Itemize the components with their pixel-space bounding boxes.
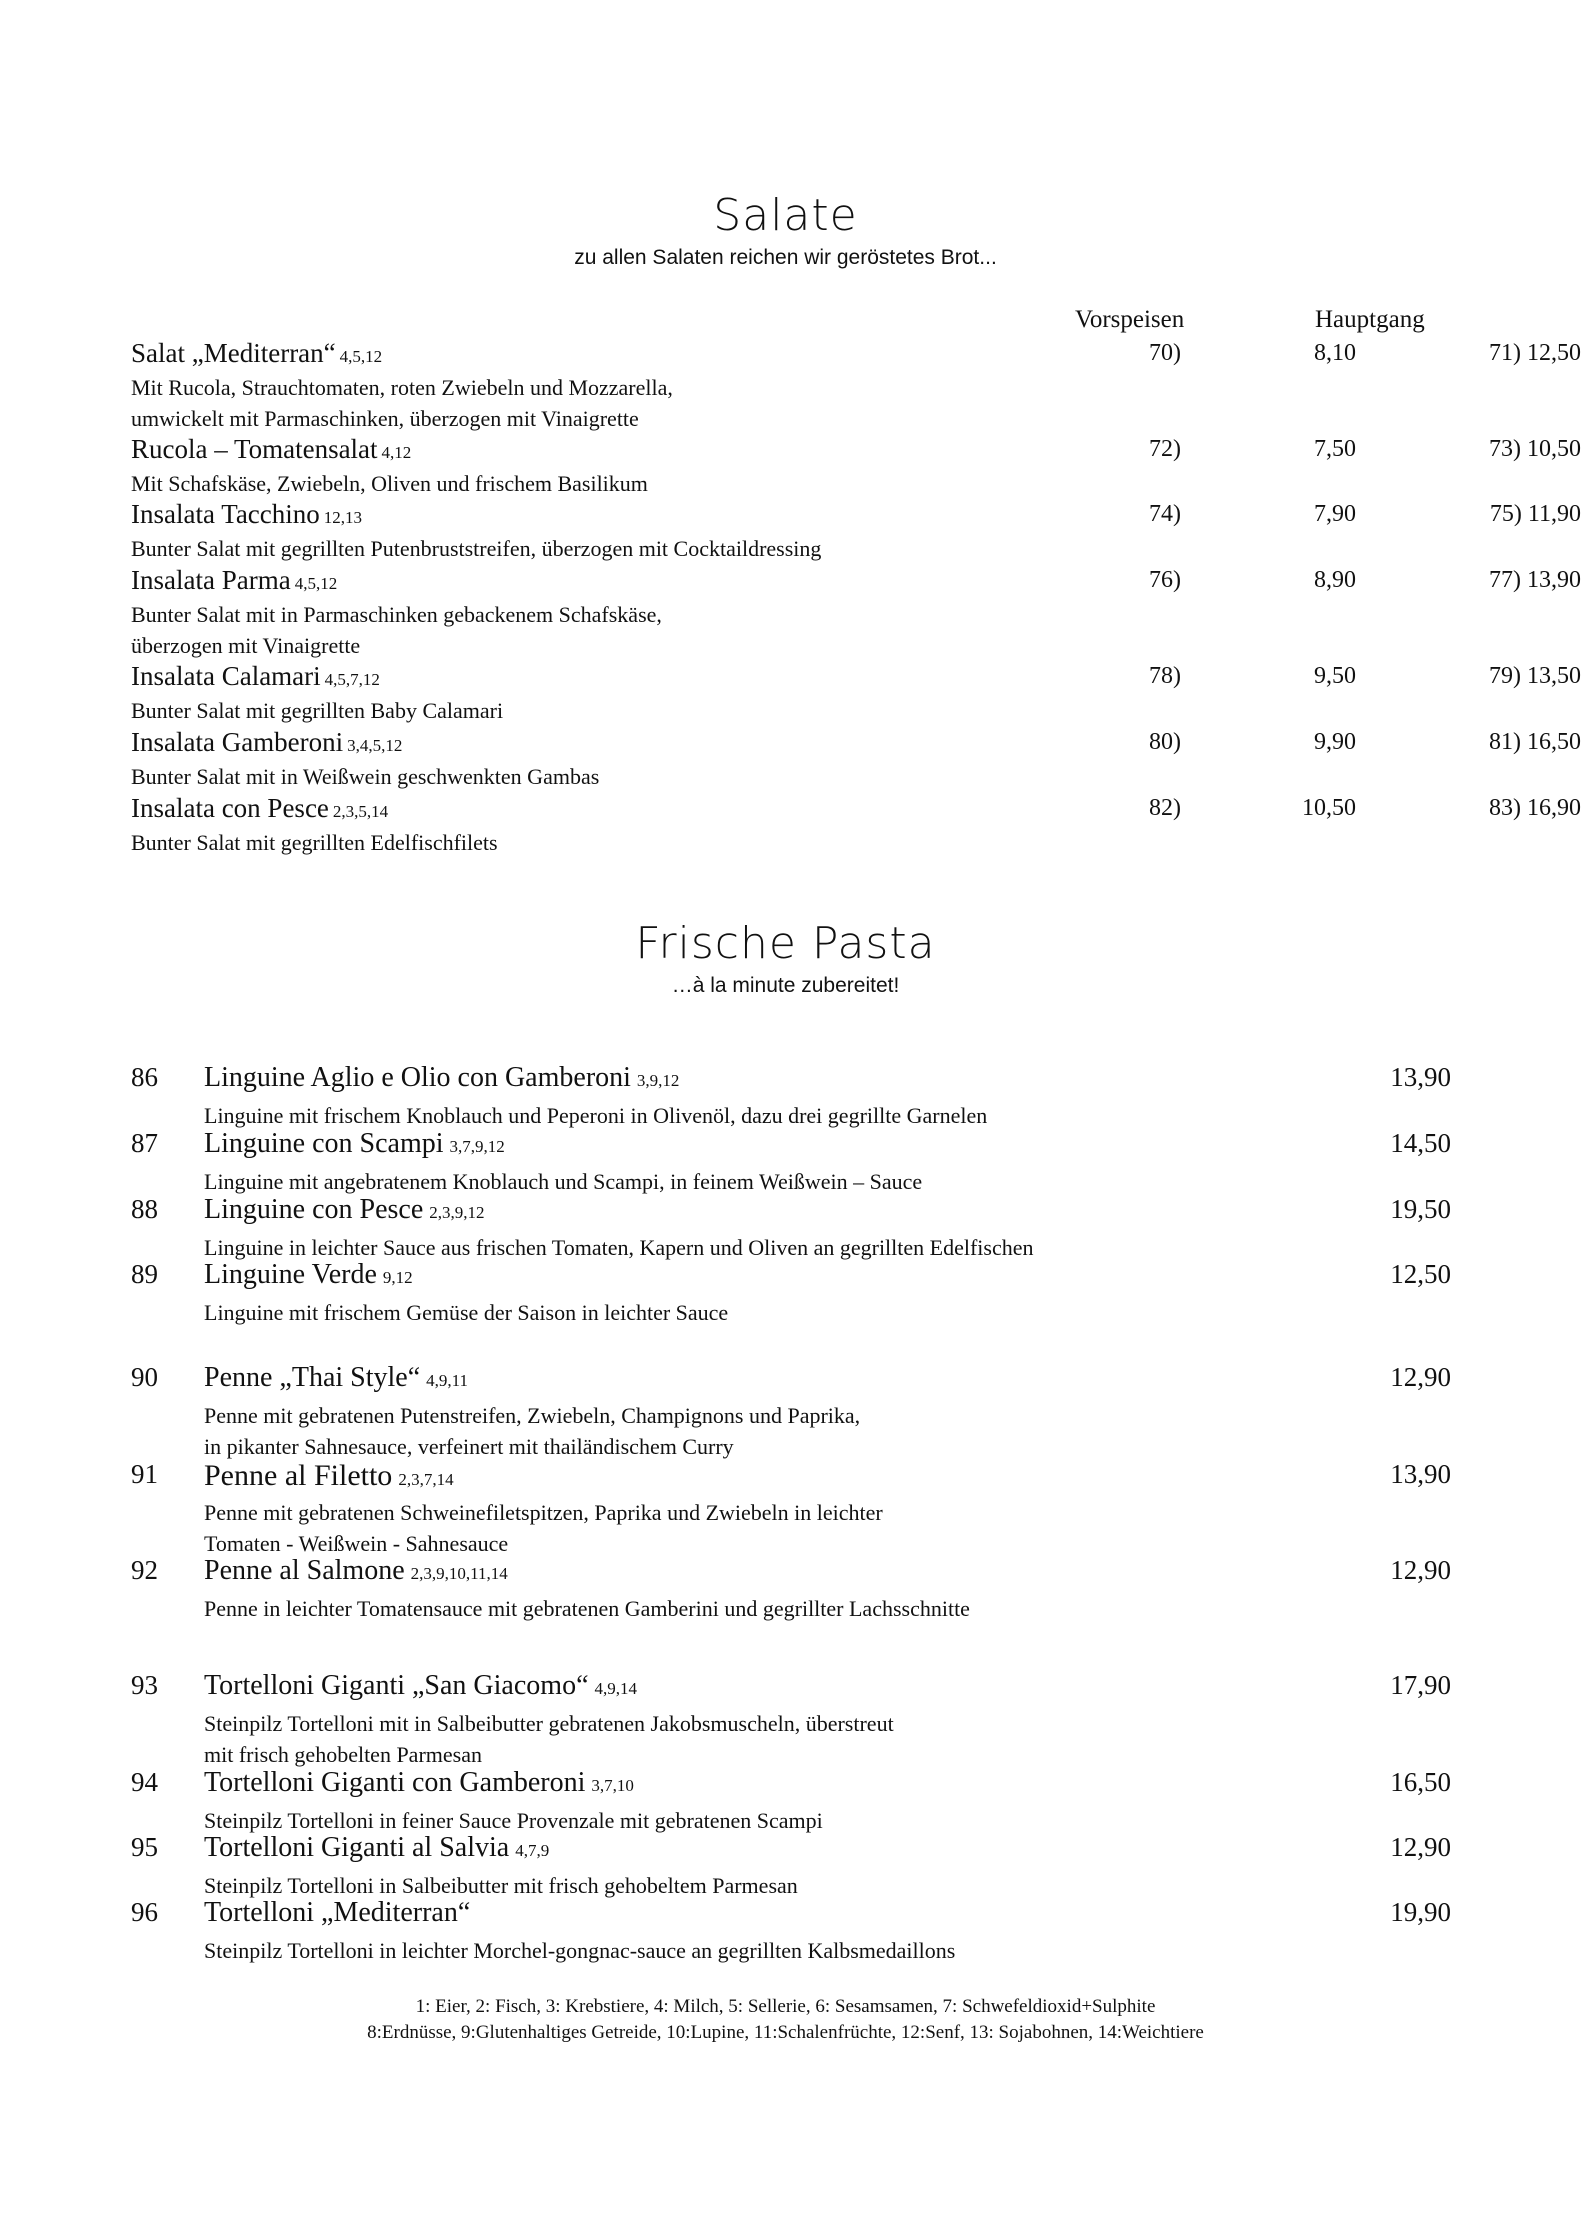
item-number: 93: [131, 1670, 158, 1700]
item-name: Insalata Gamberoni: [131, 727, 344, 757]
item-price: 19,90: [1390, 1897, 1451, 1927]
item-name: Penne al Filetto: [204, 1459, 393, 1492]
allergen-legend-line: 8:Erdnüsse, 9:Glutenhaltiges Getreide, 10:Lupine, 11:Schalenfrüchte, 12:Senf, 13: Sojabohnen, 14:Weichtiere: [367, 2022, 1204, 2043]
allergen-codes: 4,5,12: [294, 574, 338, 593]
starter-price: 9,90: [1314, 729, 1356, 755]
salad-item: [131, 793, 1581, 858]
item-number: 89: [131, 1259, 158, 1289]
item-name: Penne „Thai Style“: [204, 1362, 421, 1393]
allergen-codes: 2,3,5,14: [332, 802, 389, 821]
salad-item: [131, 499, 1581, 564]
item-description: Mit Rucola, Strauchtomaten, roten Zwiebeln und Mozzarella,: [131, 375, 673, 400]
allergen-codes: 9,12: [382, 1268, 413, 1287]
item-price: 14,50: [1390, 1128, 1451, 1158]
item-name: Linguine con Scampi: [204, 1128, 444, 1159]
item-name: Rucola – Tomatensalat: [131, 434, 378, 464]
allergen-codes: 3,7,10: [591, 1776, 634, 1795]
item-description: Linguine in leichter Sauce aus frischen Tomaten, Kapern und Oliven an gegrillten Edelfischen: [204, 1235, 1034, 1260]
item-description: in pikanter Sahnesauce, verfeinert mit thailändischem Curry: [204, 1434, 734, 1459]
starter-number: 82): [1149, 795, 1181, 821]
item-description: Linguine mit angebratenem Knoblauch und Scampi, in feinem Weißwein – Sauce: [204, 1169, 923, 1194]
item-description: Steinpilz Tortelloni in leichter Morchel-gongnac-sauce an gegrillten Kalbsmedaillons: [204, 1938, 956, 1963]
starter-price: 7,50: [1314, 436, 1356, 462]
main-price: 79) 13,50: [1489, 663, 1581, 689]
allergen-legend: [0, 1994, 1571, 2046]
item-name: Penne al Salmone: [204, 1555, 405, 1586]
salate-subtitle: zu allen Salaten reichen wir geröstetes Brot...: [574, 246, 997, 269]
starter-price: 8,90: [1314, 567, 1356, 593]
item-number: 92: [131, 1555, 158, 1585]
item-description: Steinpilz Tortelloni in feiner Sauce Provenzale mit gebratenen Scampi: [204, 1808, 823, 1833]
item-name: Insalata Parma: [131, 565, 291, 595]
item-price: 12,90: [1390, 1832, 1451, 1862]
main-price: 73) 10,50: [1489, 436, 1581, 462]
item-price: 12,90: [1390, 1362, 1451, 1392]
item-price: 13,90: [1390, 1459, 1451, 1489]
item-number: 94: [131, 1767, 158, 1797]
item-description: Penne mit gebratenen Putenstreifen, Zwiebeln, Champignons und Paprika,: [204, 1403, 861, 1428]
item-description: Tomaten - Weißwein - Sahnesauce: [204, 1531, 509, 1556]
allergen-codes: 4,5,12: [339, 347, 383, 366]
item-name: Linguine Verde: [204, 1259, 377, 1290]
item-price: 19,50: [1390, 1194, 1451, 1224]
item-number: 87: [131, 1128, 158, 1158]
item-description: umwickelt mit Parmaschinken, überzogen mit Vinaigrette: [131, 406, 639, 431]
salad-item: [131, 565, 1581, 661]
starter-price: 10,50: [1302, 795, 1356, 821]
allergen-legend-line: 1: Eier, 2: Fisch, 3: Krebstiere, 4: Milch, 5: Sellerie, 6: Sesamsamen, 7: Schwefeldioxid+Sulphite: [415, 1996, 1156, 2017]
starter-price: 9,50: [1314, 663, 1356, 689]
item-number: 86: [131, 1062, 158, 1092]
allergen-codes: 3,7,9,12: [449, 1137, 505, 1156]
allergen-codes: 2,3,7,14: [398, 1470, 454, 1489]
pasta-subtitle: …à la minute zubereitet!: [671, 974, 900, 997]
item-price: 17,90: [1390, 1670, 1451, 1700]
item-name: Tortelloni Giganti „San Giacomo“: [204, 1670, 589, 1701]
item-description: überzogen mit Vinaigrette: [131, 633, 361, 658]
main-price: 75) 11,90: [1489, 501, 1581, 527]
item-number: 91: [131, 1459, 158, 1489]
main-price: 83) 16,90: [1489, 795, 1581, 821]
item-name: Tortelloni Giganti con Gamberoni: [204, 1767, 586, 1798]
item-number: 90: [131, 1362, 158, 1392]
salad-item: [131, 338, 1581, 434]
item-description: Bunter Salat mit in Parmaschinken gebackenem Schafskäse,: [131, 602, 662, 627]
item-price: 12,90: [1390, 1555, 1451, 1585]
allergen-codes: 4,9,11: [426, 1371, 469, 1390]
item-name: Insalata Calamari: [131, 661, 321, 691]
item-name: Tortelloni Giganti al Salvia: [204, 1832, 510, 1863]
allergen-codes: 4,7,9: [515, 1841, 550, 1860]
allergen-codes: 3,9,12: [636, 1071, 680, 1090]
starter-number: 72): [1149, 436, 1181, 462]
main-price: 71) 12,50: [1489, 340, 1581, 366]
item-price: 16,50: [1390, 1767, 1451, 1797]
item-name: Salat „Mediterran“: [131, 338, 336, 368]
allergen-codes: 12,13: [323, 508, 363, 527]
item-description: Bunter Salat mit gegrillten Baby Calamari: [131, 698, 504, 723]
item-description: mit frisch gehobelten Parmesan: [204, 1742, 482, 1767]
item-price: 12,50: [1390, 1259, 1451, 1289]
item-description: Mit Schafskäse, Zwiebeln, Oliven und frischem Basilikum: [131, 471, 648, 496]
salate-title: Salate: [713, 190, 858, 241]
item-description: Bunter Salat mit gegrillten Putenbruststreifen, überzogen mit Cocktaildressing: [131, 536, 822, 561]
item-description: Bunter Salat mit gegrillten Edelfischfilets: [131, 830, 498, 855]
column-header-vorspeisen: Vorspeisen: [1075, 306, 1185, 333]
item-name: Insalata con Pesce: [131, 793, 329, 823]
allergen-codes: 2,3,9,10,11,14: [410, 1564, 508, 1583]
item-description: Steinpilz Tortelloni in Salbeibutter mit frisch gehobeltem Parmesan: [204, 1873, 798, 1898]
salad-item: [131, 661, 1581, 726]
item-name: Linguine Aglio e Olio con Gamberoni: [204, 1062, 631, 1093]
salad-item: [131, 434, 1581, 499]
main-price: 81) 16,50: [1489, 729, 1581, 755]
item-name: Insalata Tacchino: [131, 499, 320, 529]
allergen-codes: 4,12: [381, 443, 412, 462]
starter-number: 70): [1149, 340, 1181, 366]
allergen-codes: 3,4,5,12: [347, 736, 403, 755]
item-description: Linguine mit frischem Gemüse der Saison in leichter Sauce: [204, 1300, 729, 1325]
item-number: 96: [131, 1897, 158, 1927]
item-description: Penne mit gebratenen Schweinefiletspitzen, Paprika und Zwiebeln in leichter: [204, 1500, 883, 1525]
allergen-codes: 4,5,7,12: [324, 670, 380, 689]
item-price: 13,90: [1390, 1062, 1451, 1092]
item-name: Tortelloni „Mediterran“: [204, 1897, 471, 1928]
item-description: Bunter Salat mit in Weißwein geschwenkten Gambas: [131, 764, 600, 789]
item-description: Linguine mit frischem Knoblauch und Peperoni in Olivenöl, dazu drei gegrillte Garnelen: [204, 1103, 988, 1128]
starter-number: 74): [1149, 501, 1181, 527]
item-number: 88: [131, 1194, 158, 1224]
starter-price: 8,10: [1314, 340, 1356, 366]
starter-number: 78): [1149, 663, 1181, 689]
main-price: 77) 13,90: [1489, 567, 1581, 593]
starter-number: 76): [1149, 567, 1181, 593]
pasta-title: Frische Pasta: [635, 918, 936, 969]
item-name: Linguine con Pesce: [204, 1194, 424, 1225]
allergen-codes: 4,9,14: [594, 1679, 637, 1698]
item-description: Steinpilz Tortelloni mit in Salbeibutter gebratenen Jakobsmuscheln, überstreut: [204, 1711, 894, 1736]
starter-number: 80): [1149, 729, 1181, 755]
salad-item: [131, 727, 1581, 792]
starter-price: 7,90: [1314, 501, 1356, 527]
allergen-codes: 2,3,9,12: [429, 1203, 485, 1222]
item-number: 95: [131, 1832, 158, 1862]
column-header-hauptgang: Hauptgang: [1315, 306, 1425, 333]
item-description: Penne in leichter Tomatensauce mit gebratenen Gamberini und gegrillter Lachsschnitte: [204, 1596, 970, 1621]
